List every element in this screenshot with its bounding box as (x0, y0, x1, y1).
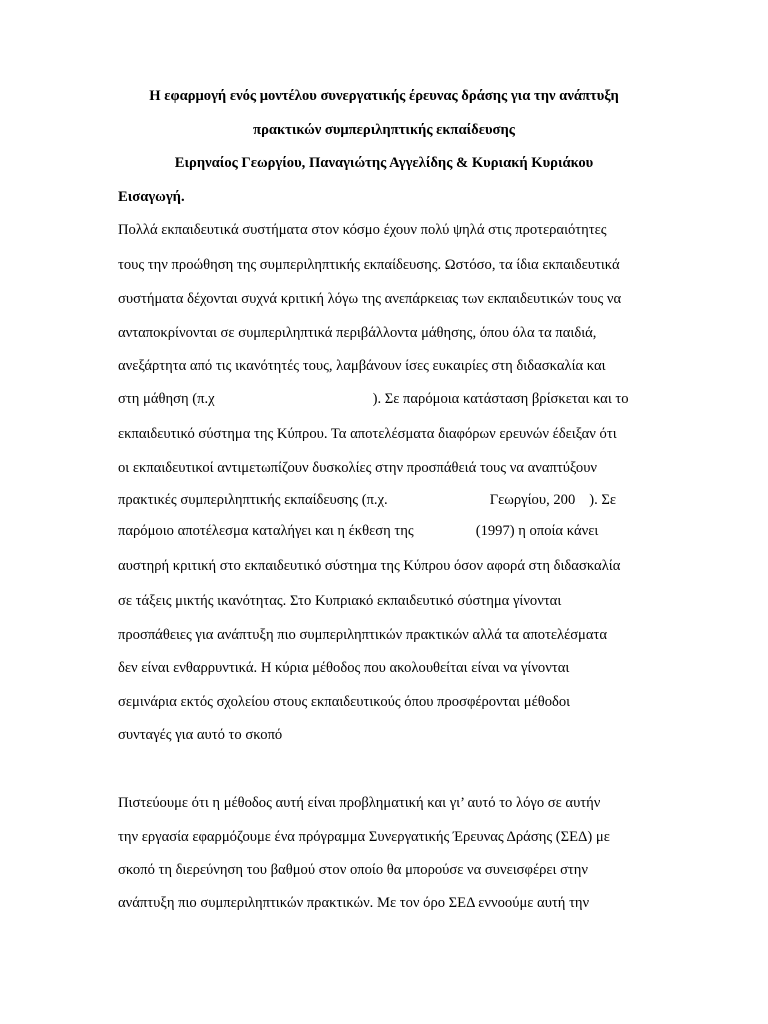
authors-line: Ειρηναίος Γεωργίου, Παναγιώτης Αγγελίδης & Κυριακή Κυριάκου (174, 155, 594, 171)
body-line-4: ανταποκρίνονται σε συμπεριληπτικά περιβάλλοντα μάθησης, όπου όλα τα παιδιά, (118, 325, 597, 341)
body-line-9-part-1: πρακτικές συμπεριληπτικής εκπαίδευσης (π.χ. (118, 492, 388, 508)
body-line-6 (118, 391, 629, 408)
body-line-9-part-3: ). Σε (589, 492, 617, 508)
paragraph-2-line-3: σκοπό τη διερεύνηση του βαθμού στον οποίο θα μπορούσε να συνεισφέρει στην (118, 862, 589, 878)
body-line-9-part-2: Γεωργίου, 200 (489, 492, 576, 508)
body-line-16: συνταγές για αυτό το σκοπό (118, 727, 283, 743)
body-line-14: δεν είναι ενθαρρυντικά. Η κύρια μέθοδος που ακολουθείται είναι να γίνονται (118, 660, 570, 676)
paragraph-2-line-1: Πιστεύουμε ότι η μέθοδος αυτή είναι προβληματική και γι’ αυτό το λόγο σε αυτήν (118, 795, 601, 811)
body-line-15: σεμινάρια εκτός σχολείου στους εκπαιδευτικούς όπου προσφέρονται μέθοδοι (118, 694, 571, 710)
body-line-11: αυστηρή κριτική στο εκπαιδευτικό σύστημα της Κύπρου όσον αφορά στη διδασκαλία (118, 558, 621, 574)
body-line-5: ανεξάρτητα από τις ικανότητές τους, λαμβάνουν ίσες ευκαιρίες στη διδασκαλία και (118, 358, 606, 374)
paragraph-2-line-2: την εργασία εφαρμόζουμε ένα πρόγραμμα Συνεργατικής Έρευνας Δράσης (ΣΕΔ) με (118, 829, 610, 845)
title-line-2: πρακτικών συμπεριληπτικής εκπαίδευσης (253, 122, 515, 138)
body-line-10-part-1: παρόμοιο αποτέλεσμα καταλήγει και η έκθεση της (118, 523, 414, 539)
body-line-10 (118, 523, 598, 540)
body-line-9 (118, 492, 616, 509)
body-line-10-part-2: (1997) η οποία κάνει (475, 523, 599, 539)
body-line-12: σε τάξεις μικτής ικανότητας. Στο Κυπριακό εκπαιδευτικό σύστημα γίνονται (118, 593, 562, 609)
paragraph-2-line-4: ανάπτυξη πιο συμπεριληπτικών πρακτικών. Με τον όρο ΣΕΔ εννοούμε αυτή την (118, 895, 590, 911)
body-line-6-part-1: στη μάθηση (π.χ (118, 391, 215, 407)
body-line-3: συστήματα δέχονται συχνά κριτική λόγω της ανεπάρκειας των εκπαιδευτικών τους να (118, 291, 622, 307)
body-line-1: Πολλά εκπαιδευτικά συστήματα στον κόσμο έχουν πολύ ψηλά στις προτεραιότητες (118, 222, 607, 238)
body-line-13: προσπάθειες για ανάπτυξη πιο συμπεριληπτικών πρακτικών αλλά τα αποτελέσματα (118, 627, 608, 643)
body-line-6-part-2: ). Σε παρόμοια κατάσταση βρίσκεται και το (372, 391, 629, 407)
title-line-1: Η εφαρμογή ενός μοντέλου συνεργατικής έρευνας δράσης για την ανάπτυξη (149, 88, 619, 104)
body-line-7: εκπαιδευτικό σύστημα της Κύπρου. Τα αποτελέσματα διαφόρων ερευνών έδειξαν ότι (118, 426, 617, 442)
body-line-2: τους την προώθηση της συμπεριληπτικής εκπαίδευσης. Ωστόσο, τα ίδια εκπαιδευτικά (118, 257, 620, 273)
body-line-8: οι εκπαιδευτικοί αντιμετωπίζουν δυσκολίες στην προσπάθειά τους να αναπτύξουν (118, 460, 598, 476)
section-heading: Εισαγωγή. (118, 189, 185, 205)
